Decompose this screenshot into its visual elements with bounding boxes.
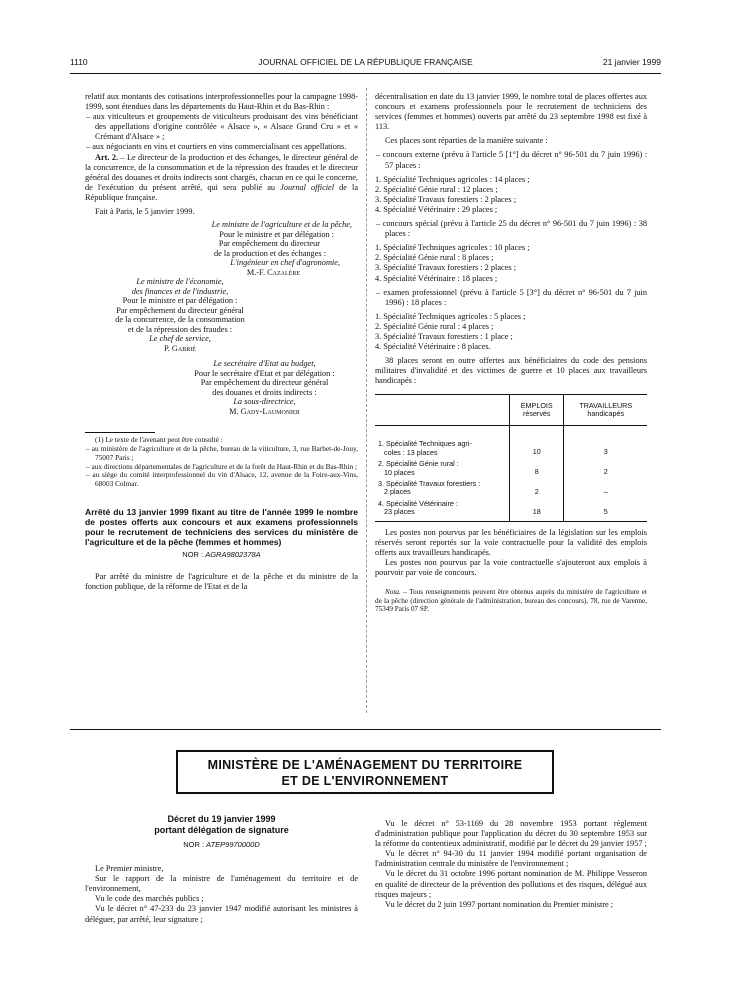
list-item: 3. Spécialité Travaux forestiers : 1 place ; (375, 331, 513, 341)
list-item: 1. Spécialité Techniques agricoles : 5 places ; (375, 311, 526, 321)
list-item: 3. Spécialité Travaux forestiers : 2 places ; (375, 194, 517, 204)
decret-paragraph: Vu le décret du 2 juin 1997 portant nomination du Premier ministre ; (385, 899, 614, 909)
cell-emplois: 8 (510, 457, 564, 477)
intro-paragraph: décentralisation en date du 13 janvier 1999, le nombre total de places offertes aux concours et examens professionnels pour le recrutement de techniciens des services (femmes et hommes) ouverts par arrêté du 23 septembre 1998 est fixé à 113. (375, 92, 647, 132)
decret-paragraph: Le Premier ministre, (95, 864, 164, 874)
list-item: 2. Spécialité Génie rural : 12 places ; (375, 184, 498, 194)
footnote-rule (85, 432, 155, 433)
signatory-line: Pour le ministre et par délégation : (122, 296, 238, 306)
signatory-line: Par empêchement du directeur général (200, 378, 329, 388)
nota-label: Nota. (385, 588, 401, 597)
decret-paragraph: Vu le décret n° 53-1169 du 28 novembre 1953 portant règlement d'administration publique pour l'application du décret du 30 septembre 1953 sur la réforme du contentieux administratif, modifié par le décret du 29 janvier 1957 ; (375, 819, 647, 849)
header-label: EMPLOIS (520, 401, 553, 411)
header-rule (70, 73, 661, 74)
issue-date: 21 janvier 1999 (602, 57, 661, 67)
footnote-line: – au siège du comité interprofessionnel du vin d'Alsace, 12, avenue de la Foire-aux-Vins, 68003 Colmar. (86, 470, 358, 489)
column-separator (366, 88, 367, 713)
list-item: 4. Spécialité Vétérinaire : 18 places ; (375, 273, 498, 283)
after-table-paragraph: Les postes non pourvus par la voie contractuelle s'ajouteront aux emplois à pourvoir par voie de concours. (375, 557, 647, 578)
repartition-line: Ces places sont réparties de la manière suivante : (385, 136, 548, 146)
arrete-title: Arrêté du 13 janvier 1999 fixant au titre de l'année 1999 le nombre de postes offerts aux concours et aux examens professionnels pour le recrutement de techniciens des services du ministère de l'agriculture et de la pêche (femmes et hommes) (85, 506, 358, 547)
decret-paragraph: Sur le rapport de la ministre de l'aménagement du territoire et de l'environnement, (85, 874, 358, 894)
table-row (375, 457, 647, 477)
signatory-role: La sous-directrice, (233, 397, 296, 407)
page-header (70, 57, 661, 71)
decret-paragraph: Vu le code des marchés publics ; (95, 894, 204, 904)
signature-block-economie (85, 277, 275, 353)
signatory-name: M. Gady-Laumonier (229, 406, 300, 416)
nor-label: NOR : (182, 549, 206, 559)
intro-paragraph: relatif aux montants des cotisations interprofessionnelles pour la campagne 1998-1999, sont étendues dans les départements du Haut-Rhin et du Bas-Rhin : (85, 92, 358, 112)
group-head: – examen professionnel (prévu à l'article 5 [3°] du décret n° 96-501 du 7 juin 1996) : 18 places : (376, 287, 647, 307)
signatory-line: des douanes et droits indirects : (212, 387, 317, 397)
signature-block-agriculture (85, 220, 358, 277)
nota-text: – Tous renseignements peuvent être obtenus auprès du ministère de l'agriculture et de la pêche (direction générale de l'administration, bureau des concours), 78, rue de Varenne, 75349 Paris 07 SP. (375, 588, 647, 614)
row-label: 4. Spécialité Vétérinaire : (378, 498, 458, 508)
footnote-line: – aux directions départementales de l'agriculture et de la forêt du Haut-Rhin et du Bas-Rhin ; (86, 461, 358, 471)
left-column (85, 92, 358, 592)
ministry-line: MINISTÈRE DE L'AMÉNAGEMENT DU TERRITOIRE (207, 758, 523, 772)
list-item: 2. Spécialité Génie rural : 8 places ; (375, 253, 494, 263)
row-label: coles : 13 places (384, 447, 438, 457)
table-row (375, 497, 647, 521)
article-text: – Le directeur de la production et des échanges, le directeur général de la concurrence, de la consommation et de la répression des fraudes et le directeur général des douanes et droits indirects sont chargés, chacun en ce qui le concerne, de l'exécution du présent arrêté, qui sera publié au (85, 152, 358, 192)
decret-subtitle: portant délégation de signature (154, 824, 289, 835)
bullet-item: – aux négociants en vins et courtiers en vins commercialisant ces appellations. (86, 142, 347, 152)
section-rule (70, 729, 661, 730)
decret-left-column (85, 814, 358, 925)
signatory-line: Pour le secrétaire d'Etat et par délégation : (194, 368, 335, 378)
list-item: 4. Spécialité Vétérinaire : 8 places. (375, 342, 491, 352)
signatory-title: Le secrétaire d'Etat au budget, (213, 359, 316, 369)
signatory-role: L'ingénieur en chef d'agronomie, (230, 258, 340, 268)
cell-travailleurs: 2 (564, 457, 647, 477)
right-column (375, 92, 647, 614)
signatory-name: M.-F. Cazalère (246, 267, 300, 277)
signatory-role: Le chef de service, (149, 334, 211, 344)
signatory-line: et de la répression des fraudes : (127, 324, 233, 334)
signature-block-budget (171, 359, 358, 416)
list-item: 3. Spécialité Travaux forestiers : 2 places ; (375, 263, 517, 273)
table-header-travailleurs (564, 395, 647, 426)
signatory-line: Pour le ministre et par délégation : (219, 229, 334, 239)
signatory-line: Par empêchement du directeur (218, 239, 320, 249)
article-end: de la République française. (85, 182, 358, 202)
signatory-line: de la production et des échanges : (214, 248, 326, 258)
article-label: Art. 2. (95, 152, 119, 162)
row-label: 10 places (384, 467, 415, 477)
cell-travailleurs: – (564, 477, 647, 497)
row-label: 3. Spécialité Travaux forestiers : (378, 479, 481, 489)
header-sublabel: handicapés (587, 409, 625, 419)
footnote-line: – au ministère de l'agriculture et de la pêche, bureau de la viticulture, 3, rue Barbet-de-Jouy, 75007 Paris ; (86, 443, 358, 462)
arrete-nor (85, 550, 358, 560)
signatory-name: P. Gabrié (164, 343, 196, 353)
decret-paragraph: Vu le décret n° 47-233 du 23 janvier 1947 modifié autorisant les ministres à déléguer, par arrêté, leur signature ; (85, 904, 358, 924)
group-head: – concours spécial (prévu à l'article 25 du décret n° 96-501 du 7 juin 1996) : 38 places : (376, 219, 647, 239)
fait-line: Fait à Paris, le 5 janvier 1999. (95, 207, 195, 217)
row-label: 2 places (384, 487, 411, 497)
footnotes (85, 436, 358, 489)
group-head: – concours externe (prévu à l'article 5 [1°] du décret n° 96-501 du 7 juin 1996) : 57 places : (376, 150, 647, 170)
decret-paragraph: Vu le décret n° 94-30 du 11 janvier 1994 modifié portant organisation de l'administration centrale du ministère de l'environnement ; (375, 849, 647, 869)
table-header-blank (375, 395, 510, 426)
header-label: TRAVAILLEURS (579, 401, 633, 411)
decret-title: Décret du 19 janvier 1999 (167, 814, 276, 824)
list-item: 1. Spécialité Techniques agricoles : 10 places ; (375, 243, 530, 253)
signatory-line: de la concurrence, de la consommation (115, 315, 245, 325)
list-item: 4. Spécialité Vétérinaire : 29 places ; (375, 204, 498, 214)
cell-emplois: 2 (510, 477, 564, 497)
footnote-line: (1) Le texte de l'avenant peut être consulté : (95, 435, 223, 445)
nor-code: ATEP9970000D (206, 840, 260, 849)
extra-paragraph: 38 places seront en outre offertes aux bénéficiaires du code des pensions militaires d'invalidité et des victimes de guerre et 10 places aux travailleurs handicapés : (375, 356, 647, 386)
row-label: 23 places (384, 507, 415, 517)
signatory-title: des finances et de l'industrie, (131, 286, 229, 296)
header-sublabel: réservés (522, 409, 551, 419)
table-header-emplois (510, 395, 564, 426)
after-table-paragraph: Les postes non pourvus par les bénéficiaires de la législation sur les emplois réservés seront reportés sur la voie contractuelle pour la validité des emplois offerts aux travailleurs handicapés. (375, 527, 647, 557)
decret-right-column (375, 819, 647, 910)
ministry-line: ET DE L'ENVIRONNEMENT (281, 774, 449, 788)
row-label: 1. Spécialité Techniques agri- (378, 439, 472, 449)
row-label: 2. Spécialité Génie rural : (378, 459, 459, 469)
list-item: 1. Spécialité Techniques agricoles : 14 places ; (375, 174, 530, 184)
ministry-banner (176, 750, 554, 794)
decret-paragraph: Vu le décret du 31 octobre 1996 portant nomination de M. Philippe Vesseron en qualité de directeur de la prévention des pollutions et des risques, délégué aux risques majeurs ; (375, 869, 647, 899)
arrete-paragraph: Par arrêté du ministre de l'agriculture et de la pêche et du ministre de la fonction publique, de la réforme de l'Etat et de la (85, 572, 358, 592)
cell-travailleurs: 5 (564, 497, 647, 521)
table-row (375, 426, 647, 457)
nor-label: NOR : (183, 840, 207, 849)
list-item: 2. Spécialité Génie rural : 4 places ; (375, 321, 494, 331)
signatory-title: Le ministre de l'agriculture et de la pêche, (211, 220, 352, 230)
reserved-posts-table (375, 394, 647, 521)
cell-travailleurs: 3 (564, 426, 647, 457)
journal-name: Journal officiel (280, 182, 335, 192)
cell-emplois: 18 (510, 497, 564, 521)
journal-title: JOURNAL OFFICIEL DE LA RÉPUBLIQUE FRANÇAISE (258, 57, 473, 67)
table-row (375, 477, 647, 497)
signatory-title: Le ministre de l'économie, (136, 277, 224, 287)
article-2 (85, 153, 358, 203)
signatory-line: Par empêchement du directeur général (116, 305, 244, 315)
nor-code: AGRA9802378A (205, 549, 261, 559)
decret-nor (85, 840, 358, 850)
nota-paragraph (375, 588, 647, 614)
bullet-item: – aux viticulteurs et groupements de viticulteurs produisant des vins bénéficiant des appellations d'origine contrôlée « Alsace », « Alsace Grand Cru » et « Crémant d'Alsace » ; (86, 112, 358, 142)
page-number: 1110 (70, 57, 88, 67)
cell-emplois: 10 (510, 426, 564, 457)
